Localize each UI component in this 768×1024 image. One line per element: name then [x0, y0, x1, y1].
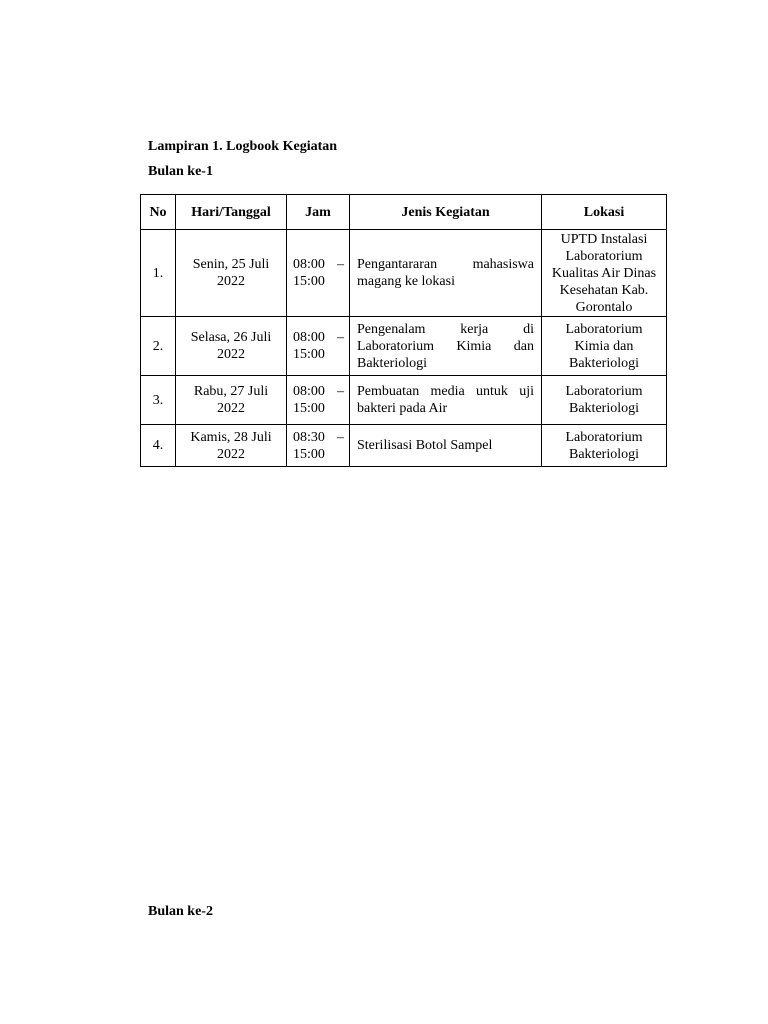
cell-date: Kamis, 28 Juli 2022: [176, 425, 287, 467]
header-date: Hari/Tanggal: [176, 195, 287, 230]
header-time: Jam: [287, 195, 350, 230]
month-1-heading: Bulan ke-1: [148, 164, 213, 179]
cell-no: 4.: [141, 425, 176, 467]
cell-no: 3.: [141, 376, 176, 425]
cell-location: Laboratorium Bakteriologi: [542, 376, 667, 425]
month-2-heading: Bulan ke-2: [148, 904, 213, 919]
cell-date: Rabu, 27 Juli 2022: [176, 376, 287, 425]
cell-time: 08:30 – 15:00: [287, 425, 350, 467]
table-row: [141, 317, 667, 376]
page-title: Lampiran 1. Logbook Kegiatan: [148, 139, 338, 154]
table-header-row: [141, 195, 667, 230]
header-no: No: [141, 195, 176, 230]
header-activity: Jenis Kegiatan: [350, 195, 542, 230]
cell-no: 1.: [141, 230, 176, 317]
cell-activity: Sterilisasi Botol Sampel: [350, 425, 542, 467]
table-row: [141, 376, 667, 425]
table-row: [141, 230, 667, 317]
cell-location: Laboratorium Kimia dan Bakteriologi: [542, 317, 667, 376]
cell-time: 08:00 – 15:00: [287, 230, 350, 317]
cell-no: 2.: [141, 317, 176, 376]
cell-activity: Pembuatan media untuk uji bakteri pada Air: [350, 376, 542, 425]
cell-location: Laboratorium Bakteriologi: [542, 425, 667, 467]
logbook-table: [140, 194, 667, 467]
cell-date: Senin, 25 Juli 2022: [176, 230, 287, 317]
cell-location: UPTD Instalasi Laboratorium Kualitas Air Dinas Kesehatan Kab. Gorontalo: [542, 230, 667, 317]
header-location: Lokasi: [542, 195, 667, 230]
cell-time: 08:00 – 15:00: [287, 317, 350, 376]
cell-time: 08:00 – 15:00: [287, 376, 350, 425]
cell-activity: Pengantararan mahasiswa magang ke lokasi: [350, 230, 542, 317]
cell-activity: Pengenalam kerja di Laboratorium Kimia dan Bakteriologi: [350, 317, 542, 376]
cell-date: Selasa, 26 Juli 2022: [176, 317, 287, 376]
table-row: [141, 425, 667, 467]
